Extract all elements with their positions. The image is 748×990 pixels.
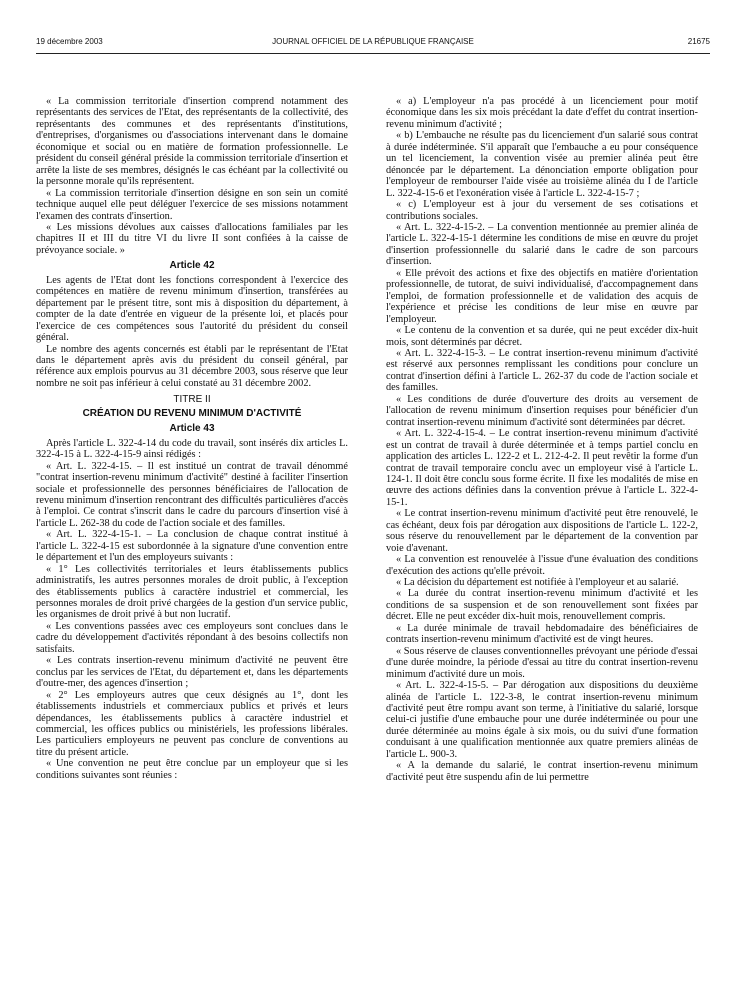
right-column: [386, 96, 698, 783]
paragraph: « Le contrat insertion-revenu minimum d'activité peut être renouvelé, le cas échéant, deux fois par dérogation aux dispositions de l'article L. 122-2, sous réserve du renouvellement par le département de la convention par voie d'avenant.: [386, 508, 698, 554]
left-column: [36, 96, 348, 781]
page-header: [36, 37, 710, 54]
paragraph: « Art. L. 322-4-15. – Il est institué un contrat de travail dénommé "contrat insertion-revenu minimum d'activité" destiné à faciliter l'insertion sociale et professionnelle des personnes bénéficiaires de l'allocation de revenu minimum d'insertion rencontrant des difficultés particulières d'accès à l'emploi. Ce contrat s'inscrit dans le cadre du parcours d'insertion visé à l'article L. 262-38 du code de l'action sociale et des familles.: [36, 460, 348, 529]
paragraph: Après l'article L. 322-4-14 du code du travail, sont insérés dix articles L. 322-4-15 à L. 322-4-15-9 ainsi rédigés :: [36, 437, 348, 461]
paragraph: « Sous réserve de clauses conventionnelles prévoyant une période d'essai d'une durée moindre, la période d'essai au titre du contrat insertion-revenu minimum d'activité dure un mois.: [386, 645, 698, 680]
paragraph: « b) L'embauche ne résulte pas du licenciement d'un salarié sous contrat à durée indéterminée. S'il apparaît que l'embauche a eu pour conséquence un tel licenciement, la convention visée au premier alinéa peut être dénoncée par le département. La dénonciation emporte obligation pour l'employeur de rembourser l'aide visée au troisième alinéa du I de l'article L. 322-4-15-6 et l'exonération visée à l'article L. 322-4-15-7 ;: [386, 130, 698, 199]
paragraph: « c) L'employeur est à jour du versement de ses cotisations et contributions sociales.: [386, 199, 698, 222]
paragraph: « 2° Les employeurs autres que ceux désignés au 1°, dont les établissements industriels et commerciaux publics et privés et leurs dépendances, les établissements publics à caractère industriel et commercial, les offices publics ou ministériels, les professions libérales. Les particuliers employeurs ne peuvent pas conclure de conventions au titre du présent article.: [36, 689, 348, 758]
paragraph: « Art. L. 322-4-15-1. – La conclusion de chaque contrat institué à l'article L. 322-4-15 est subordonnée à la signature d'une convention entre le département et l'un des employeurs suivants :: [36, 529, 348, 564]
paragraph: « 1° Les collectivités territoriales et leurs établissements publics administratifs, les autres personnes morales de droit public, à l'exception des établissements publics à caractère industriel et commercial, les personnes morales de droit privé chargées de la gestion d'un service public, les organismes de droit privé à but non lucratif.: [36, 563, 348, 621]
paragraph: « Une convention ne peut être conclue par un employeur que si les conditions suivantes sont réunies :: [36, 758, 348, 781]
article-heading: Article 43: [169, 423, 215, 435]
journal-title: JOURNAL OFFICIEL DE LA RÉPUBLIQUE FRANÇAISE: [272, 37, 474, 46]
paragraph: « La commission territoriale d'insertion désigne en son sein un comité technique auquel elle peut déléguer l'exercice de ses missions notamment l'examen des contrats d'insertion.: [36, 187, 348, 222]
paragraph: « Les conditions de durée d'ouverture des droits au versement de l'allocation de revenu minimum d'insertion requises pour bénéficier d'un contrat insertion-revenu minimum d'activité sont déterminées par décret.: [386, 393, 698, 428]
paragraph: Le nombre des agents concernés est établi par le représentant de l'Etat dans le département après avis du président du conseil général, par référence aux emplois pourvus au 31 décembre 2003, sous réserve que leur nombre ne soit pas inférieur à celui constaté au 31 décembre 2002.: [36, 343, 348, 389]
paragraph: « Art. L. 322-4-15-2. – La convention mentionnée au premier alinéa de l'article L. 322-4-15-1 détermine les conditions de mise en œuvre du projet d'insertion professionnelle du salarié dans le cadre de son parcours d'insertion.: [386, 221, 698, 268]
paragraph: « La commission territoriale d'insertion comprend notamment des représentants des services de l'Etat, des représentants de la collectivité, des représentants des communes et des représentants d'institutions, d'entreprises, d'organismes ou d'associations intervenant dans le domaine économique et social ou en matière de formation professionnelle. Le président du conseil général préside la commission territoriale d'insertion et arrête la liste de ses membres, désignés le cas échéant par la collectivité ou la personne morale qu'ils représentent.: [36, 96, 348, 188]
paragraph: Les agents de l'Etat dont les fonctions correspondent à l'exercice des compétences en matière de revenu minimum d'insertion, transférées au département par le présent titre, sont mis à disposition du département, à compter de la date d'entrée en vigueur de la présente loi, et placés pour l'exercice de ces compétences sous l'autorité du président du conseil général.: [36, 274, 348, 344]
paragraph: « Les conventions passées avec ces employeurs sont conclues dans le cadre du développement d'activités répondant à des besoins collectifs non satisfaits.: [36, 620, 348, 655]
paragraph: « Les missions dévolues aux caisses d'allocations familiales par les chapitres II et III du titre VI du livre II sont confiées à la caisse de prévoyance sociale. »: [36, 221, 348, 256]
paragraph: « Art. L. 322-4-15-5. – Par dérogation aux dispositions du deuxième alinéa de l'article L. 122-3-8, le contrat insertion-revenu minimum d'activité peut être rompu avant son terme, à l'initiative du salarié, lorsque celui-ci justifie d'une embauche pour une durée indéterminée ou pour une durée déterminée au moins égale à six mois, ou du suivi d'une formation conduisant à une qualification mentionnée aux quatre premiers alinéas de l'article L. 900-3.: [386, 680, 698, 760]
page-number: 21675: [687, 37, 710, 46]
paragraph: « Elle prévoit des actions et fixe des objectifs en matière d'orientation professionnelle, de tutorat, de suivi individualisé, d'accompagnement dans l'emploi, de formation professionnelle et de validation des acquis de l'expérience et précise les conditions de leur mise en œuvre par l'employeur.: [386, 267, 698, 325]
paragraph: « Les contrats insertion-revenu minimum d'activité ne peuvent être conclus par les services de l'Etat, du département et, dans les départements d'outre-mer, des agences d'insertion ;: [36, 655, 348, 690]
article-heading: Article 42: [169, 260, 215, 272]
paragraph: « a) L'employeur n'a pas procédé à un licenciement pour motif économique dans les six mois précédant la date d'effet du contrat insertion-revenu minimum d'activité ;: [386, 96, 698, 130]
paragraph: « Art. L. 322-4-15-3. – Le contrat insertion-revenu minimum d'activité est réservé aux personnes remplissant les conditions pour conclure un contrat d'insertion défini à l'article L. 262-37 du code de l'action sociale et des familles.: [386, 347, 698, 394]
paragraph: « La décision du département est notifiée à l'employeur et au salarié.: [396, 577, 679, 589]
title-subheading: CRÉATION DU REVENU MINIMUM D'ACTIVITÉ: [82, 407, 302, 419]
paragraph: « La convention est renouvelée à l'issue d'une évaluation des conditions d'exécution des actions qu'elle prévoit.: [386, 554, 698, 577]
header-date: 19 décembre 2003: [36, 37, 103, 46]
paragraph: « La durée du contrat insertion-revenu minimum d'activité et les conditions de sa suspension et de son renouvellement sont fixées par décret. Elle ne peut excéder dix-huit mois, renouvellement compris.: [386, 588, 698, 623]
title-heading: TITRE II: [173, 394, 211, 406]
paragraph: « A la demande du salarié, le contrat insertion-revenu minimum d'activité peut être suspendu afin de lui permettre: [386, 760, 698, 783]
paragraph: « Le contenu de la convention et sa durée, qui ne peut excéder dix-huit mois, sont déterminés par décret.: [386, 325, 698, 348]
paragraph: « La durée minimale de travail hebdomadaire des bénéficiaires de contrats insertion-revenu minimum d'activité est de vingt heures.: [386, 622, 698, 646]
paragraph: « Art. L. 322-4-15-4. – Le contrat insertion-revenu minimum d'activité est un contrat de travail à durée déterminée et à temps partiel conclu en application des articles L. 122-2 et L. 212-4-2. Il peut revêtir la forme d'un contrat de travail temporaire conclu avec un employeur visé à l'article L. 124-1. Il doit être conclu sous forme écrite. Il fixe les modalités de mise en œuvre des actions définies dans la convention prévue à l'article L. 322-4-15-1.: [386, 428, 698, 508]
